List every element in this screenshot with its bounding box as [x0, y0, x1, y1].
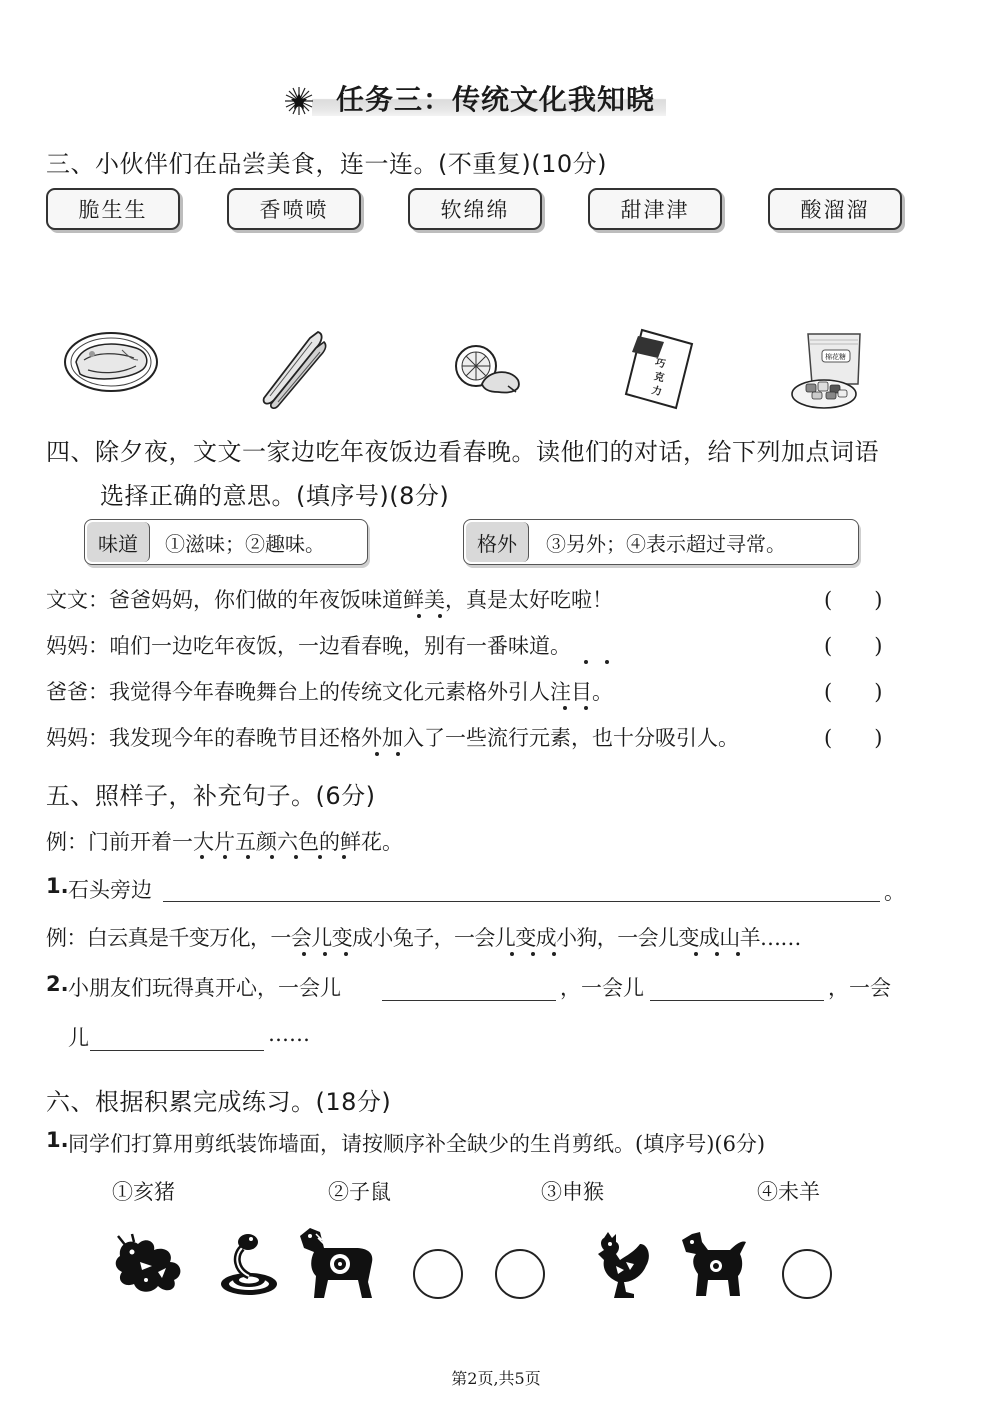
svg-text:巧: 巧	[653, 357, 667, 371]
question-5-2-middle2: ，一会	[828, 976, 891, 1000]
dialogue-line-1: 文文：爸爸妈妈，你们做的年夜饭味道鲜美，真是太好吃啦！	[46, 588, 613, 612]
question-5-1-prompt: 石头旁边	[68, 878, 152, 902]
emphasis-dot	[715, 952, 719, 956]
word-box-5[interactable]: 酸溜溜	[768, 188, 902, 230]
option-zi-rat: ②子鼠	[328, 1180, 391, 1204]
emphasis-dot	[438, 614, 442, 618]
emphasis-dot	[294, 855, 298, 859]
emphasis-dot	[584, 706, 588, 710]
question-5-2-line2: 儿	[68, 1026, 89, 1050]
dialogue-line-3: 爸爸：我觉得今年春晚舞台上的传统文化元素格外引人注目。	[46, 680, 613, 704]
emphasis-dot	[200, 855, 204, 859]
page-title: 任务三：传统文化我知晓	[336, 83, 656, 116]
emphasis-dot	[318, 855, 322, 859]
answer-paren-1[interactable]: ( )	[824, 588, 883, 612]
word-box-3[interactable]: 软绵绵	[408, 188, 542, 230]
section5-heading: 五、照样子，补充句子。(6分)	[46, 782, 376, 810]
section3-heading: 三、小伙伴们在品尝美食，连一连。(不重复)(10分)	[46, 150, 607, 178]
example-sentence-2: 例：白云真是千变万化，一会儿变成小兔子，一会儿变成小狗，一会儿变成山羊……	[46, 926, 801, 950]
answer-line-5-2c[interactable]	[90, 1050, 264, 1051]
svg-text:力: 力	[650, 385, 663, 399]
option-shen-monkey: ③申猴	[541, 1180, 604, 1204]
question-number-5-2: 2.	[46, 972, 69, 996]
blank-circle-2[interactable]	[495, 1249, 545, 1299]
star-burst-icon	[284, 86, 314, 116]
emphasis-dot	[552, 952, 556, 956]
answer-paren-2[interactable]: ( )	[824, 634, 883, 658]
word-box-4[interactable]: 甜津津	[588, 188, 722, 230]
answer-line-5-1[interactable]	[163, 901, 880, 902]
answer-line-5-2b[interactable]	[650, 1000, 824, 1001]
emphasis-dot	[223, 855, 227, 859]
meaning-key-weidao: 味道	[87, 522, 150, 562]
emphasis-dot	[563, 706, 567, 710]
emphasis-dot	[302, 952, 306, 956]
blank-circle-1[interactable]	[413, 1249, 463, 1299]
question-number-5-1: 1.	[46, 874, 69, 898]
emphasis-dot	[270, 855, 274, 859]
question-5-1-end: 。	[884, 880, 905, 904]
lemon-icon[interactable]	[452, 340, 524, 396]
chocolate-bar-icon[interactable]	[618, 328, 694, 410]
option-wei-goat: ④未羊	[757, 1180, 820, 1204]
emphasis-dot	[246, 855, 250, 859]
question-6-1-prompt: 同学们打算用剪纸装饰墙面，请按顺序补全缺少的生肖剪纸。(填序号)(6分)	[68, 1132, 766, 1156]
answer-line-5-2a[interactable]	[382, 1000, 556, 1001]
page-number-footer: 第2页,共5页	[451, 1369, 541, 1388]
dragon-papercut-icon	[112, 1232, 188, 1296]
section4-heading-line2: 选择正确的意思。(填序号)(8分)	[100, 482, 450, 510]
emphasis-dot	[605, 660, 609, 664]
example-sentence-1: 例：门前开着一大片五颜六色的鲜花。	[46, 830, 403, 854]
question-5-2-end: ……	[268, 1022, 310, 1046]
svg-text:棉花糖: 棉花糖	[825, 353, 846, 361]
answer-paren-3[interactable]: ( )	[824, 680, 883, 704]
question-5-2-prompt: 小朋友们玩得真开心，一会儿	[68, 976, 341, 1000]
emphasis-dot	[344, 952, 348, 956]
emphasis-dot	[375, 752, 379, 756]
roast-duck-plate-icon[interactable]	[62, 330, 160, 394]
svg-text:克: 克	[652, 371, 666, 385]
meaning-key-gewai: 格外	[466, 522, 529, 562]
horse-papercut-icon	[294, 1226, 378, 1300]
section4-heading-line1: 四、除夕夜，文文一家边吃年夜饭边看春晚。读他们的对话，给下列加点词语	[46, 438, 879, 466]
emphasis-dot	[736, 952, 740, 956]
dog-papercut-icon	[678, 1230, 748, 1300]
emphasis-dot	[510, 952, 514, 956]
dialogue-line-2: 妈妈：咱们一边吃年夜饭，一边看春晚，别有一番味道。	[46, 634, 571, 658]
section6-heading: 六、根据积累完成练习。(18分)	[46, 1088, 392, 1116]
cotton-candy-bag-icon[interactable]	[786, 332, 868, 412]
question-5-2-middle: ，一会儿	[560, 976, 644, 1000]
dialogue-line-4: 妈妈：我发现今年的春晚节目还格外加入了一些流行元素，也十分吸引人。	[46, 726, 739, 750]
option-hai-pig: ①亥猪	[112, 1180, 175, 1204]
emphasis-dot	[396, 752, 400, 756]
question-number-6-1: 1.	[46, 1128, 69, 1152]
meaning-box-gewai	[463, 519, 859, 565]
word-box-1[interactable]: 脆生生	[46, 188, 180, 230]
emphasis-dot	[417, 614, 421, 618]
snake-papercut-icon	[216, 1228, 282, 1298]
meaning-box-weidao	[84, 519, 368, 565]
word-box-2[interactable]: 香喷喷	[227, 188, 361, 230]
emphasis-dot	[342, 855, 346, 859]
blank-circle-3[interactable]	[782, 1249, 832, 1299]
cucumber-icon[interactable]	[258, 328, 330, 410]
meaning-text-weidao: ①滋味；②趣味。	[165, 532, 325, 556]
emphasis-dot	[584, 660, 588, 664]
emphasis-dot	[531, 952, 535, 956]
emphasis-dot	[694, 952, 698, 956]
rooster-papercut-icon	[590, 1230, 654, 1300]
emphasis-dot	[323, 952, 327, 956]
answer-paren-4[interactable]: ( )	[824, 726, 883, 750]
meaning-text-gewai: ③另外；④表示超过寻常。	[546, 532, 786, 556]
